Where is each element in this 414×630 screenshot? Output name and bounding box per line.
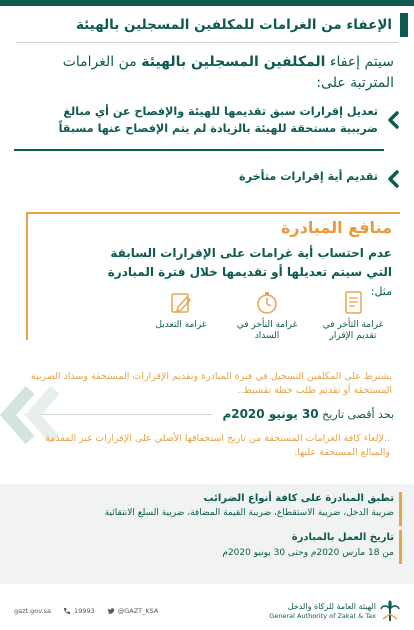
accent-bar (399, 492, 402, 526)
twitter-link[interactable] (107, 607, 159, 615)
chevron-left-icon (384, 170, 402, 188)
intro-part1: سيتم إعفاء (325, 54, 394, 70)
scope-title: تطبق المبادرة على كافة أنواع الضرائب (203, 493, 394, 504)
fines-list (84, 290, 384, 350)
page-header (0, 10, 414, 40)
page-title: الإعفاء من الغرامات للمكلفين المسجلين بالهيئة (75, 17, 392, 33)
logo-english: General Authority of Zakat & Tax (269, 612, 376, 620)
website-text[interactable]: gazt.gov.sa (14, 607, 52, 615)
item-text: تعديل إقرارات سبق تقديمها للهيئة والإفصاح عن أي مبالغ ضريبية مستحقة للهيئة بالزيادة لم يتم الإفصاح عنها مسبقاً (58, 105, 378, 135)
condition-text: يشترط على المكلفين التسجيل في فترة المبادرة وتقديم الإقرارات المستحقة وسداد الضريبة المستحقة أو تقديم طلب خطة تقسيط.. (30, 371, 392, 396)
website-link[interactable] (14, 607, 51, 615)
benefits-body: عدم احتساب أية غرامات على الإقرارات السابقة التي سيتم تعديلها أو تقديمها خلال فترة المبادرة (107, 246, 392, 279)
accent-bar (399, 530, 402, 564)
phone-text[interactable]: 19993 (74, 607, 95, 615)
deadline-row (24, 404, 394, 424)
section-divider (14, 149, 384, 151)
form-document-icon (339, 290, 367, 316)
list-item (22, 103, 402, 137)
item-text: تقديم أية إقرارات متأخرة (239, 170, 378, 183)
intro-part2: من الغرامات المترتبة على: (62, 54, 394, 91)
contact-links (14, 607, 158, 615)
phone-icon (63, 607, 71, 615)
footer (0, 592, 414, 630)
twitter-icon (107, 607, 115, 615)
cancel-fines-text: ..لإلغاء كافة الغرامات المستحقة من تاريخ استحقاقها الأصلي على الإقرارات غير المقدمة والمبالغ المستحقة عليها. (45, 433, 390, 458)
intro-paragraph (34, 52, 394, 94)
fine-label: غرامة التعديل (155, 320, 207, 330)
deadline-text (222, 407, 394, 421)
stopwatch-icon (253, 290, 281, 316)
gazt-logo (269, 600, 400, 622)
chevron-left-icon (384, 111, 402, 129)
fine-amendment (150, 290, 212, 350)
palm-logo-icon (380, 600, 400, 622)
scope-text: ضريبة الدخل، ضريبة الاستقطاع، ضريبة القيمة المضافة، ضريبة السلع الانتقائية (104, 508, 394, 518)
dates-text: من 18 مارس 2020م وحتى 30 يونيو 2020م (222, 548, 394, 558)
phone-link[interactable] (63, 607, 95, 615)
header-divider (16, 42, 398, 43)
fine-late-filing (322, 290, 384, 350)
deadline-prefix: بحد أقصى تاريخ (318, 408, 394, 421)
deadline-date: 30 يونيو 2020م (222, 407, 319, 421)
fine-late-payment (236, 290, 298, 350)
benefits-example: مثل: (370, 285, 392, 298)
logo-arabic: الهيئة العامة للزكاة والدخل (287, 602, 376, 611)
edit-document-icon (167, 290, 195, 316)
fine-label: غرامة التأخر في السداد (236, 320, 298, 341)
dates-title: تاريخ العمل بالمبادرة (291, 532, 394, 543)
header-marker (400, 13, 408, 37)
twitter-text[interactable]: @GAZT_KSA (117, 607, 159, 615)
fine-label: غرامة التأخر في تقديم الإقرار (322, 320, 384, 341)
benefits-title: منافع المبادرة (280, 218, 392, 237)
intro-bold: المكلفين المسجلين بالهيئة (141, 54, 326, 70)
list-item (22, 168, 402, 188)
top-accent-bar (0, 0, 414, 6)
